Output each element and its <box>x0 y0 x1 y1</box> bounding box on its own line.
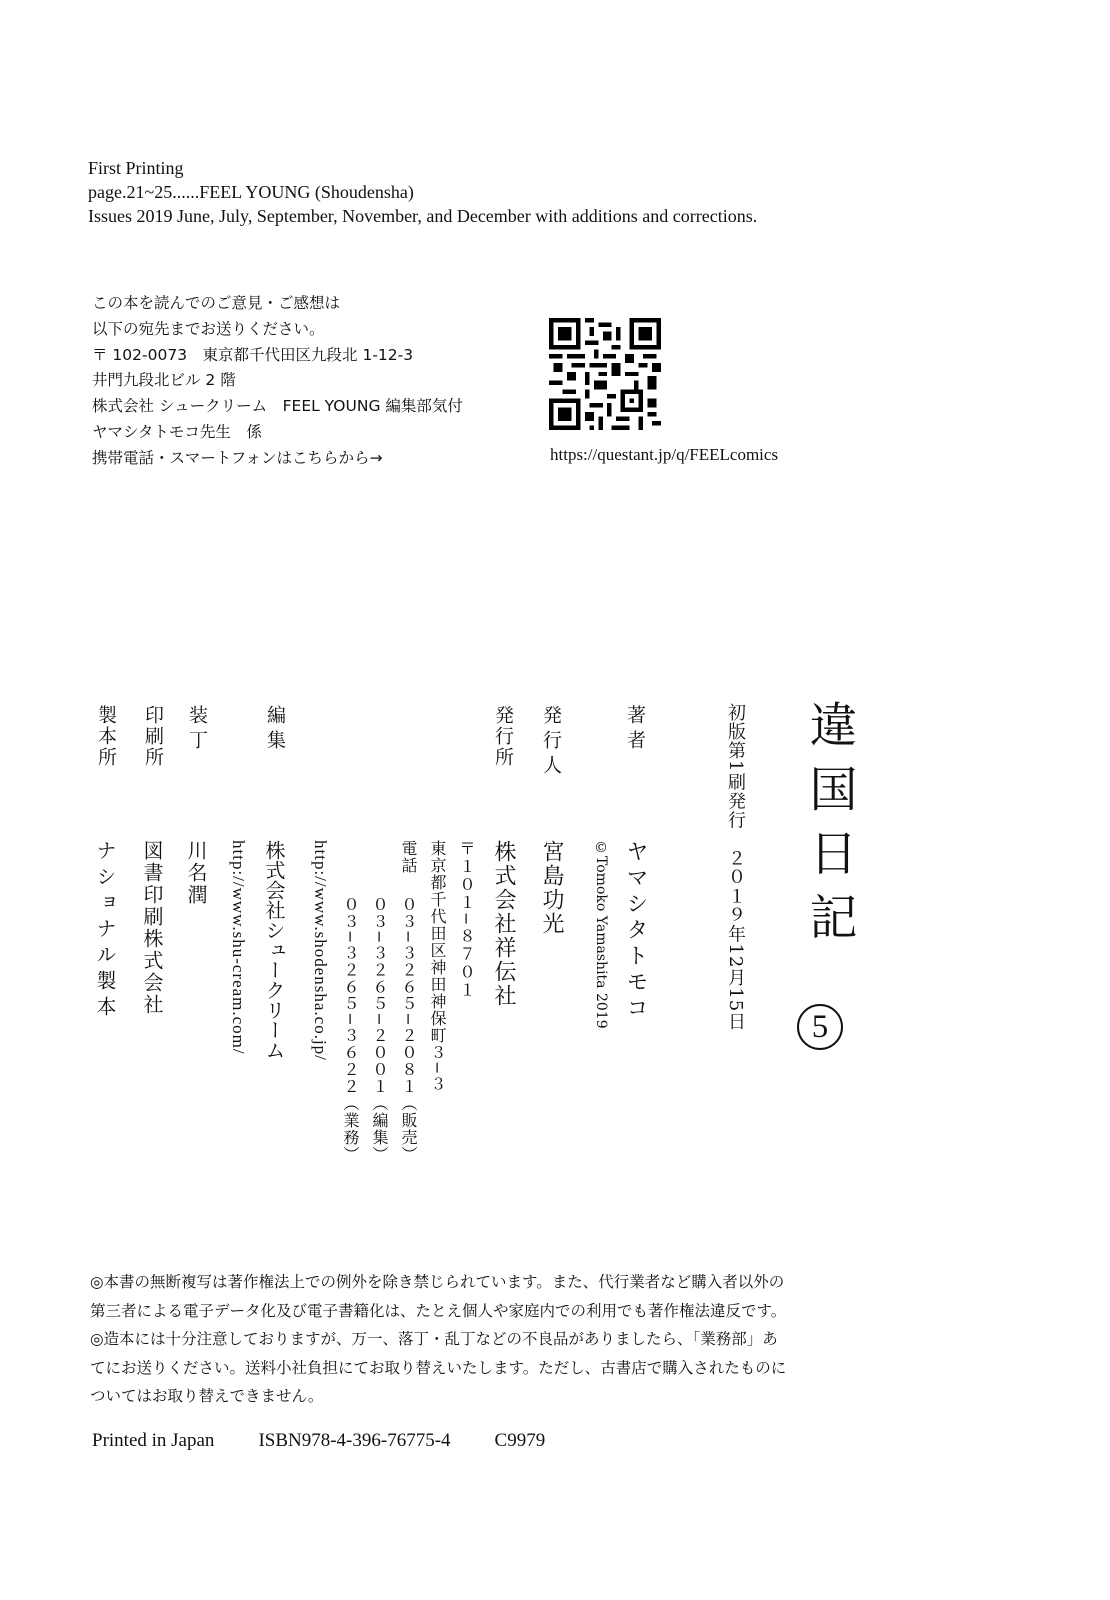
feedback-address-block <box>92 291 463 472</box>
book-title: 違国日記 <box>801 700 857 956</box>
editor-label: 編集 <box>264 705 286 755</box>
printed-in: Printed in Japan <box>92 1430 215 1451</box>
credits-line-1: First Printing <box>88 158 184 178</box>
feedback-line: この本を読んでのご意見・ご感想は <box>92 294 341 312</box>
notice-line: ◎造本には十分注意しておりますが、万一、落丁・乱丁などの不良品がありましたら、「業務部」あ <box>90 1330 778 1348</box>
publisher-postal-code: 〒１０１−８７０１ <box>457 840 476 1000</box>
phone-editorial: ０３−３２６５−２００１（編集） <box>370 896 389 1163</box>
feedback-line: 株式会社 シュークリーム FEEL YOUNG 編集部気付 <box>92 397 463 416</box>
editor-name: 株式会社シュークリーム <box>262 840 286 1060</box>
design-label: 装丁 <box>186 705 208 755</box>
publisher-person-label: 発行人 <box>540 705 562 780</box>
copyright-notice: ©Tomoko Yamashita 2019 <box>593 840 609 1029</box>
designer-name: 川名潤 <box>184 840 208 906</box>
classification-code: C9979 <box>494 1430 546 1451</box>
feedback-line: ヤマシタトモコ先生 係 <box>92 422 262 441</box>
feedback-line: 井門九段北ビル 2 階 <box>92 371 236 390</box>
isbn-number: ISBN978-4-396-76775-4 <box>258 1430 451 1451</box>
binder-name: ナショナル製本 <box>93 840 117 1022</box>
edition-date: 初版第1刷発行 ２０１９年12月15日 <box>725 703 746 1032</box>
editor-website-link[interactable]: http://www.shu-cream.com/ <box>229 840 248 1055</box>
notice-line: ◎本書の無断複写は著作権法上での例外を除き禁じられています。また、代行業者など購入者以外の <box>90 1273 785 1291</box>
first-printing-credits <box>88 156 757 228</box>
publisher-label: 発行所 <box>492 705 514 768</box>
publisher-address: 東京都千代田区神田神保町３−３ <box>428 840 447 1093</box>
printer-label: 印刷所 <box>142 705 164 768</box>
binder-label: 製本所 <box>95 705 117 768</box>
publisher-website-link[interactable]: http://www.shodensha.co.jp/ <box>311 840 330 1061</box>
phone-label: 電話 <box>399 840 418 874</box>
credits-line-2: page.21~25......FEEL YOUNG (Shoudensha) <box>88 182 414 202</box>
footer-info <box>92 1430 589 1452</box>
credits-line-3: Issues 2019 June, July, September, November, and December with additions and corrections. <box>88 206 758 226</box>
author-label: 著者 <box>624 705 646 755</box>
author-name: ヤマシタトモコ <box>623 840 648 1022</box>
publisher-name: 株式会社祥伝社 <box>491 840 516 1008</box>
notice-line: ついてはお取り替えできません。 <box>90 1387 324 1405</box>
phone-sales: ０３−３２６５−２０８１（販売） <box>399 896 418 1163</box>
phone-operations: ０３−３２６５−３６２２（業務） <box>341 896 360 1163</box>
feedback-line: 以下の宛先までお送りください。 <box>92 319 325 338</box>
printer-name: 図書印刷株式会社 <box>140 840 164 1016</box>
publisher-person: 宮島功光 <box>539 840 564 936</box>
notice-line: 第三者による電子データ化及び電子書籍化は、たとえ個人や家庭内での利用でも著作権法違反です。 <box>90 1301 787 1320</box>
feedback-line: 〒 102-0073 東京都千代田区九段北 1-12-3 <box>92 345 414 364</box>
notice-line: てにお送りください。送料小社負担にてお取り替えいたします。ただし、古書店で購入されたものに <box>90 1358 787 1377</box>
survey-url-link[interactable]: https://questant.jp/q/FEELcomics <box>550 445 779 464</box>
qr-code-icon[interactable] <box>549 318 661 430</box>
copyright-notice-block <box>90 1268 786 1411</box>
volume-number: 5 <box>797 1004 843 1050</box>
feedback-line: 携帯電話・スマートフォンはこちらから→ <box>92 448 383 467</box>
